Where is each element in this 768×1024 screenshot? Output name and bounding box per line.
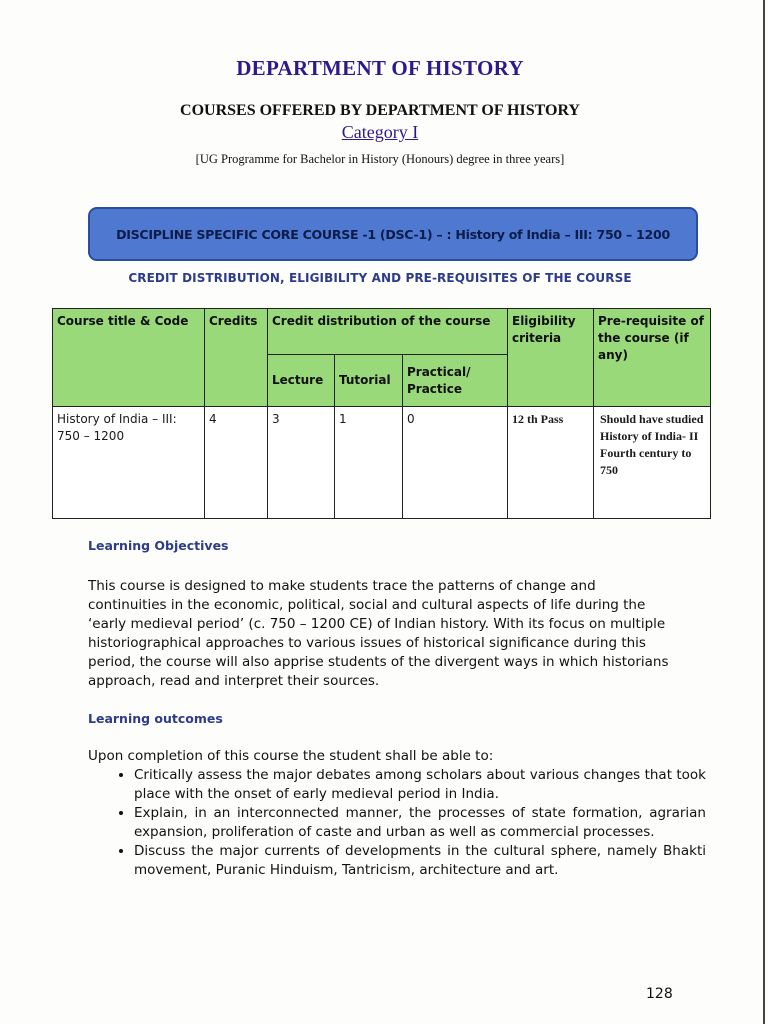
page-edge-line xyxy=(763,0,765,1024)
header-credit-distribution: Credit distribution of the course xyxy=(268,309,508,355)
learning-outcomes-intro: Upon completion of this course the student shall be able to: xyxy=(88,748,494,764)
learning-objectives-heading: Learning Objectives xyxy=(88,538,229,553)
header-course-title: Course title & Code xyxy=(53,309,205,407)
programme-line: [UG Programme for Bachelor in History (Honours) degree in three years] xyxy=(195,152,565,166)
cell-tutorial: 1 xyxy=(335,407,403,519)
header-prerequisite: Pre-requisite of the course (if any) xyxy=(594,309,711,407)
learning-outcomes-heading: Learning outcomes xyxy=(88,711,223,726)
learning-objectives-text: This course is designed to make students trace the patterns of change and continuities in the economic, political, social and cultural aspects of life during the ‘early medieval period’ (c. 750 – 1200 CE) of Indian history. With its focus on multiple historiographical approaches to various issues of historical significance during this period, the course will also apprise students of the divergent ways in which historians approach, read and interpret their sources. xyxy=(88,578,669,689)
course-banner xyxy=(88,207,698,261)
course-banner-text: DISCIPLINE SPECIFIC CORE COURSE -1 (DSC-1) – : History of India – III: 750 – 1200 xyxy=(116,227,670,242)
list-item: • Explain, in an interconnected manner, the processes of state formation, agrarian expansion, proliferation of caste and urban as well as commercial processes. xyxy=(134,804,706,842)
course-credit-table xyxy=(52,308,711,519)
list-item: • Discuss the major currents of developments in the cultural sphere, namely Bhakti movement, Puranic Hinduism, Tantricism, architecture and art. xyxy=(134,842,706,880)
cell-eligibility: 12 th Pass xyxy=(508,407,594,519)
header-practical: Practical/ Practice xyxy=(403,355,508,407)
header-credits: Credits xyxy=(205,309,268,407)
category-label: Category I xyxy=(341,122,419,142)
list-item: • Critically assess the major debates among scholars about various changes that took place with the onset of early medieval period in India. xyxy=(134,766,706,804)
cell-credits: 4 xyxy=(205,407,268,519)
header-lecture: Lecture xyxy=(268,355,335,407)
page-number: 128 xyxy=(646,986,673,1002)
table-row xyxy=(53,407,711,519)
courses-title: COURSES OFFERED BY DEPARTMENT OF HISTORY xyxy=(180,102,580,119)
cell-lecture: 3 xyxy=(268,407,335,519)
credit-distribution-heading: CREDIT DISTRIBUTION, ELIGIBILITY AND PRE-REQUISITES OF THE COURSE xyxy=(128,271,632,285)
header-eligibility: Eligibility criteria xyxy=(508,309,594,407)
cell-practical: 0 xyxy=(403,407,508,519)
cell-prerequisite: Should have studied History of India- II Fourth century to 750 xyxy=(594,407,711,519)
cell-course-title: History of India – III: 750 – 1200 xyxy=(53,407,205,519)
header-tutorial: Tutorial xyxy=(335,355,403,407)
learning-outcomes-list xyxy=(104,766,706,880)
department-title: DEPARTMENT OF HISTORY xyxy=(236,56,524,80)
